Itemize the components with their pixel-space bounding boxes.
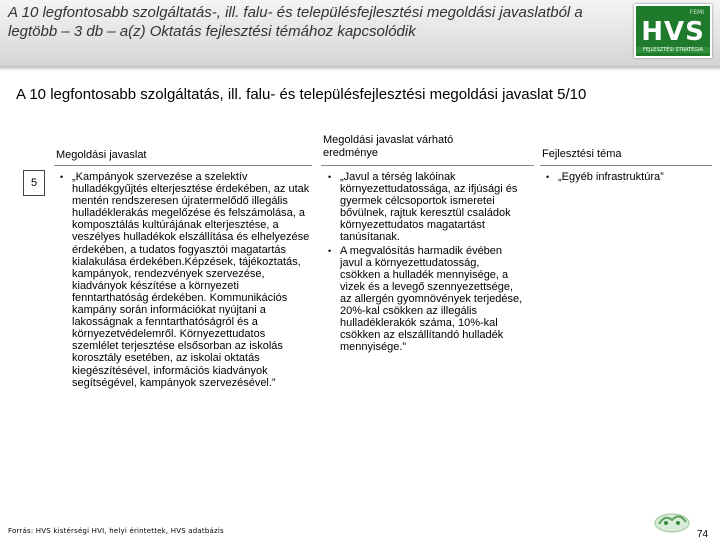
slide-title: A 10 legfontosabb szolgáltatás-, ill. falu- és településfejlesztési megoldási javaslatból a legtöbb – 3 db – a(z) Oktatás fejlesztési témához kapcsolódik [8,4,583,40]
column-header-solution: Megoldási javaslat [56,149,147,161]
header-divider [0,66,720,71]
logo-main-text: HVS [641,17,705,47]
list-item: • A megvalósítás harmadik évében javul a környezettudatosság, csökken a hulladék mennyisége, a vizek és a levegő szennyezettsége, az allergén gyomnövények terjedése, 20%-kal csökken az illegális hulladéklerakók száma, 10%-kal csökken az elszállítandó hulladék mennyisége.” [324,245,546,354]
list-item: • „Javul a térség lakóinak környezettudatossága, az ifjúsági és gyermek célcsoportok ismeretei bővülnek, rajtuk keresztül családok környezettudatos magatartást tanúsítanak. [324,171,546,244]
header-underline-solution [54,165,312,166]
expected-result-cell [324,171,546,353]
solution-cell [56,171,314,389]
logo-small-text: FEMI [689,9,704,16]
header-underline-result [321,165,534,166]
list-item: • „Kampányok szervezése a szelektív hulladékgyűjtés elterjesztése érdekében, az utak mentén rendszeresen újratermelődő illegális hulladéklerakás megelőzése és felszámolása, a komposztálás kultúrájának elterjesztése, a veszélyes hulladékok elszállítása és elhelyezése érdekében, a tudatos fogyasztói magatartás kialakulása érdekében.Képzések, tájékoztatás, kampányok, rendezvények szervezése, kiadványok készítése a környezeti fenntarthatóság érdekében. Kommunikációs kampány során információkat nyújtani a lakosságnak a fenntarthatóságról és a környezetvédelemről. Környezettudatos szemlélet terjesztése elsősorban az iskolás korosztály esetében, az iskolai oktatás kiegészítésével, információs kiadványok segítségével, kampányok szervezésével.” [56,171,314,389]
topic-list [542,171,718,183]
column-header-expected-result: Megoldási javaslat várható eredménye [323,134,454,159]
expected-result-list [324,171,546,353]
row-number-badge: 5 [23,170,45,196]
footer-logo-icon [653,508,691,534]
topic-cell [542,171,718,183]
title-bar [0,0,720,66]
list-item: • „Egyéb infrastruktúra” [542,171,718,183]
source-note: Forrás: HVS kistérségi HVI, helyi érintettek, HVS adatbázis [8,527,224,535]
page-number: 74 [697,529,709,540]
hvs-logo [634,4,712,58]
column-header-topic: Fejlesztési téma [542,148,622,160]
slide-subtitle: A 10 legfontosabb szolgáltatás, ill. falu- és településfejlesztési megoldási javaslat 5/10 [16,86,587,103]
header-underline-topic [540,165,712,166]
logo-sub-text: FEJLESZTÉSI STRATÉGIA [636,47,710,53]
solution-list [56,171,314,389]
